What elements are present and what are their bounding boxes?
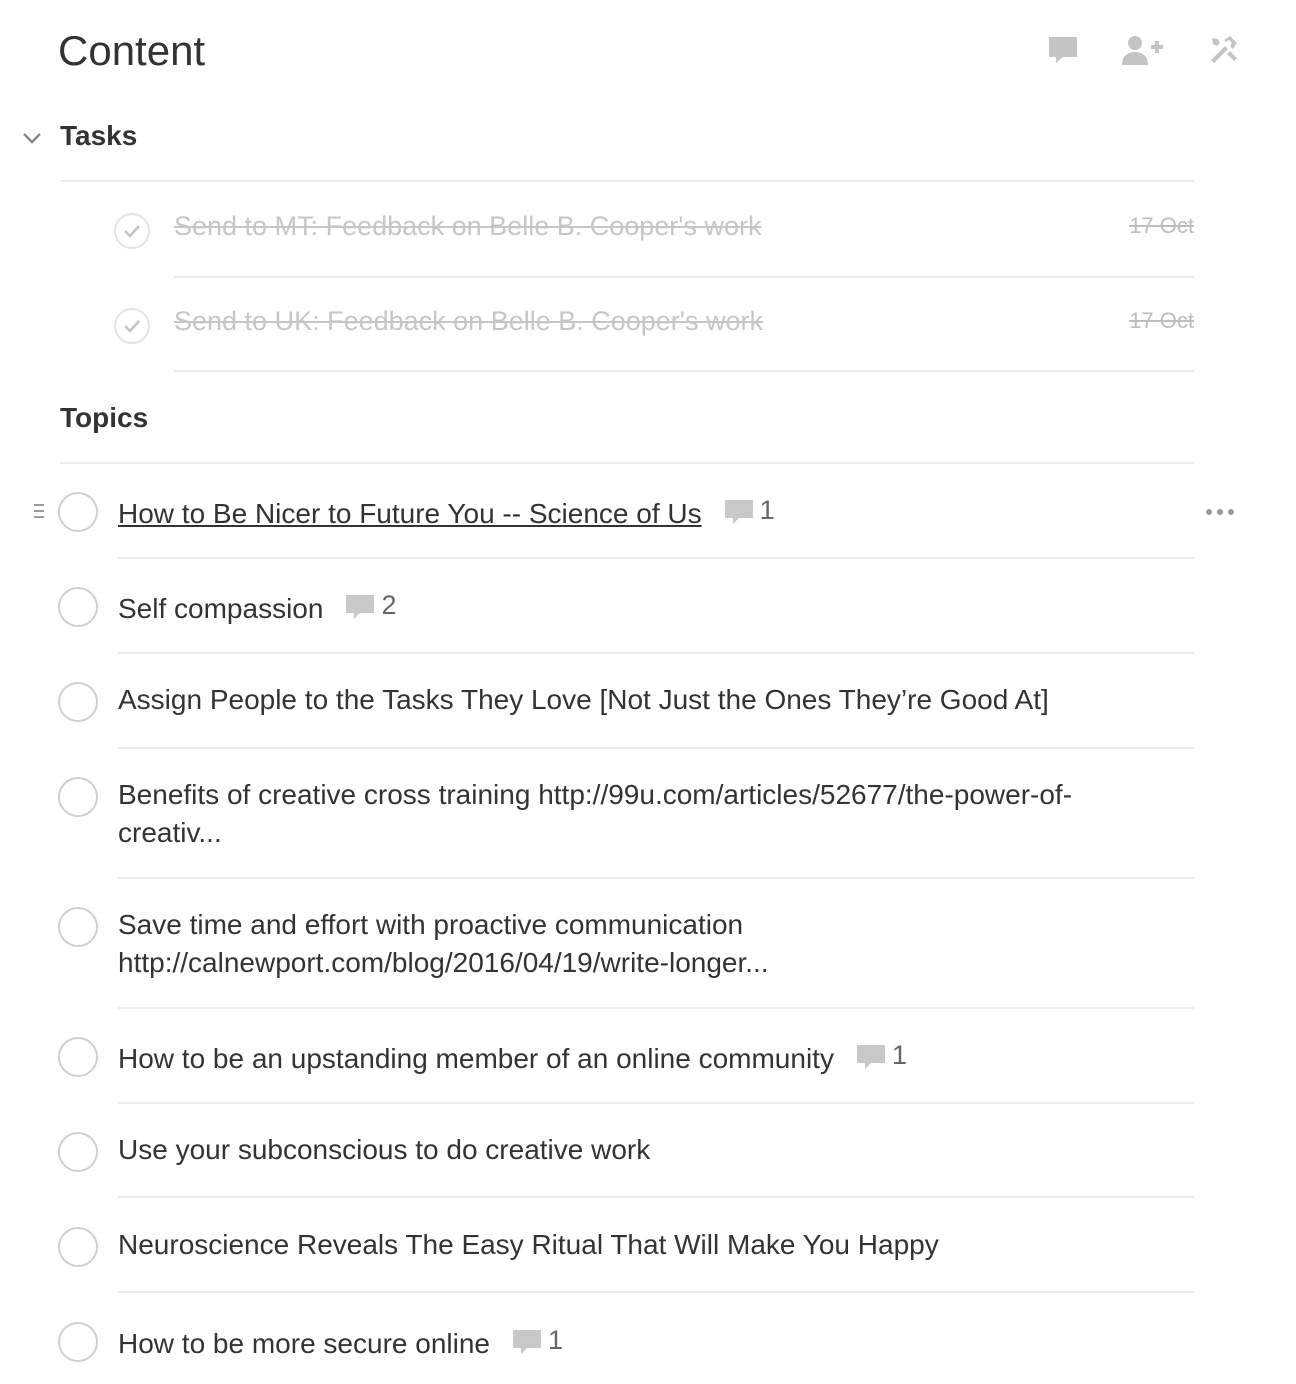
divider: [118, 1007, 1194, 1009]
topic-title[interactable]: Use your subconscious to do creative work: [118, 1134, 651, 1165]
checkmark-icon: [121, 220, 143, 242]
topic-checkbox[interactable]: [58, 1227, 98, 1267]
divider: [118, 1102, 1194, 1104]
task-due-date: 17 Oct: [1129, 213, 1194, 238]
topic-title[interactable]: How to be more secure online: [118, 1328, 490, 1359]
comment-count: 2: [381, 590, 397, 620]
topic-checkbox[interactable]: [58, 1037, 98, 1077]
topic-title[interactable]: Self compassion: [118, 593, 324, 624]
header-actions: [1042, 30, 1244, 70]
comment-count: 1: [759, 495, 775, 525]
topic-title[interactable]: Save time and effort with proactive communication http://calnewport.com/blog/2016/04/19/write-longer...: [118, 909, 769, 978]
chevron-down-icon[interactable]: [20, 126, 44, 150]
task-row: [60, 293, 1194, 387]
comment-icon: [724, 499, 754, 525]
divider: [118, 1196, 1194, 1198]
topic-checkbox[interactable]: [58, 777, 98, 817]
topic-title[interactable]: How to be an upstanding member of an online community: [118, 1043, 834, 1074]
topic-checkbox[interactable]: [58, 1322, 98, 1362]
topic-content: [118, 586, 1178, 628]
topic-title[interactable]: Benefits of creative cross training http://99u.com/articles/52677/the-power-of-creativ...: [118, 779, 1073, 848]
topic-content: [118, 1321, 1178, 1363]
topic-checkbox[interactable]: [58, 587, 98, 627]
divider: [174, 276, 1194, 278]
divider: [118, 652, 1194, 654]
completed-checkbox[interactable]: [114, 213, 150, 249]
topic-checkbox[interactable]: [58, 1132, 98, 1172]
more-options-icon[interactable]: [1206, 509, 1234, 515]
drag-handle-icon[interactable]: [34, 504, 46, 522]
divider: [118, 747, 1194, 749]
divider: [174, 370, 1194, 372]
comment-count-badge[interactable]: [856, 1036, 907, 1074]
task-title[interactable]: Send to MT: Feedback on Belle B. Cooper's work: [174, 211, 762, 241]
page-title: Content: [58, 27, 206, 74]
completed-checkbox[interactable]: [114, 308, 150, 344]
topic-title[interactable]: Assign People to the Tasks They Love [Not Just the Ones They’re Good At]: [118, 684, 1049, 715]
topic-checkbox[interactable]: [58, 492, 98, 532]
task-title[interactable]: Send to UK: Feedback on Belle B. Cooper's work: [174, 306, 763, 336]
topic-content: [118, 491, 1178, 533]
topic-checkbox[interactable]: [58, 682, 98, 722]
task-due-date: 17 Oct: [1129, 308, 1194, 333]
comment-count: 1: [891, 1040, 907, 1070]
comment-icon: [345, 594, 375, 620]
comment-count-badge[interactable]: [345, 586, 396, 624]
comment-count-badge[interactable]: [724, 491, 775, 529]
topics-section-header: Topics: [60, 402, 149, 433]
tools-icon[interactable]: [1202, 30, 1244, 70]
topic-checkbox[interactable]: [58, 907, 98, 947]
divider: [118, 877, 1194, 879]
divider: [60, 462, 1194, 464]
divider: [60, 180, 1194, 182]
topic-title[interactable]: Neuroscience Reveals The Easy Ritual That Will Make You Happy: [118, 1229, 939, 1260]
checkmark-icon: [121, 315, 143, 337]
comment-count-badge[interactable]: [512, 1321, 563, 1359]
comment-count: 1: [547, 1325, 564, 1355]
comment-icon: [512, 1329, 542, 1355]
topic-title[interactable]: How to Be Nicer to Future You -- Science of Us: [118, 498, 702, 529]
add-member-icon[interactable]: [1122, 30, 1164, 70]
tasks-section-header[interactable]: Tasks: [60, 120, 138, 151]
divider: [118, 1291, 1194, 1293]
comment-icon[interactable]: [1042, 30, 1084, 70]
topic-content: [118, 1036, 1178, 1078]
comment-icon: [856, 1044, 886, 1070]
divider: [118, 557, 1194, 559]
